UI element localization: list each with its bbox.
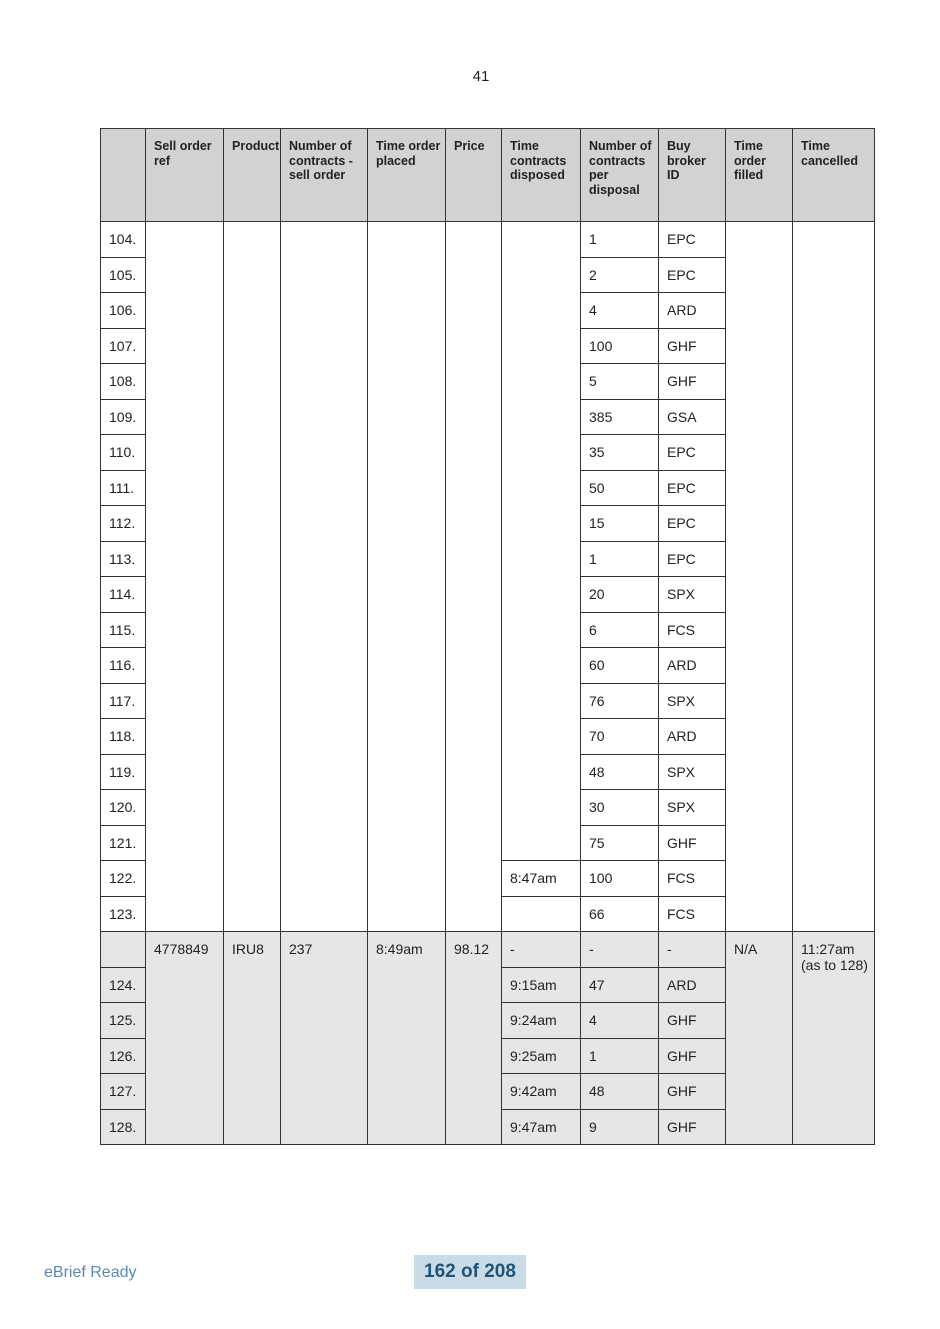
contracts-per-disposal-cell: 1 <box>581 222 659 258</box>
contracts-per-disposal-cell: 100 <box>581 328 659 364</box>
contracts-per-disposal-cell: 9 <box>581 1109 659 1145</box>
table-row <box>101 932 875 968</box>
contracts-per-disposal-cell: 48 <box>581 754 659 790</box>
price-cell <box>446 222 502 932</box>
row-number-cell: 126. <box>101 1038 146 1074</box>
contracts-per-disposal-cell: 1 <box>581 1038 659 1074</box>
row-number-cell: 115. <box>101 612 146 648</box>
contracts-per-disposal-cell: 20 <box>581 577 659 613</box>
time-disposed-cell: 9:25am <box>502 1038 581 1074</box>
time-cancelled-cell <box>793 222 875 932</box>
buy-broker-cell: ARD <box>659 648 726 684</box>
row-number-cell: 117. <box>101 683 146 719</box>
footer-brand: eBrief Ready <box>44 1264 137 1281</box>
row-number-cell: 104. <box>101 222 146 258</box>
time-disposed-cell: 9:47am <box>502 1109 581 1145</box>
contracts-sell-order-cell <box>281 222 368 932</box>
buy-broker-cell: GHF <box>659 1074 726 1110</box>
buy-broker-cell: GHF <box>659 364 726 400</box>
buy-broker-cell: GHF <box>659 1109 726 1145</box>
row-number-cell: 118. <box>101 719 146 755</box>
time-disposed-cell <box>502 896 581 932</box>
product-cell <box>224 222 281 932</box>
row-number-cell: 124. <box>101 967 146 1003</box>
price-cell: 98.12 <box>446 932 502 1145</box>
contracts-per-disposal-cell: 76 <box>581 683 659 719</box>
buy-broker-cell: EPC <box>659 435 726 471</box>
row-number-cell: 106. <box>101 293 146 329</box>
buy-broker-cell: FCS <box>659 861 726 897</box>
header-time-order-placed: Time order placed <box>368 129 446 222</box>
buy-broker-cell: SPX <box>659 683 726 719</box>
header-product: Product <box>224 129 281 222</box>
contracts-per-disposal-cell: 70 <box>581 719 659 755</box>
row-number-cell: 122. <box>101 861 146 897</box>
product-cell: IRU8 <box>224 932 281 1145</box>
row-number-cell: 113. <box>101 541 146 577</box>
contracts-per-disposal-cell: 75 <box>581 825 659 861</box>
contracts-per-disposal-cell: 4 <box>581 1003 659 1039</box>
contracts-per-disposal-cell: 60 <box>581 648 659 684</box>
header-buy-broker-id: Buy broker ID <box>659 129 726 222</box>
buy-broker-cell: ARD <box>659 293 726 329</box>
row-number-cell: 105. <box>101 257 146 293</box>
buy-broker-cell: GHF <box>659 1038 726 1074</box>
contracts-per-disposal-cell: 48 <box>581 1074 659 1110</box>
time-disposed-cell: 9:15am <box>502 967 581 1003</box>
time-cancelled-cell: 11:27am (as to 128) <box>793 932 875 1145</box>
buy-broker-cell: ARD <box>659 967 726 1003</box>
row-number-cell: 127. <box>101 1074 146 1110</box>
table-row <box>101 222 875 258</box>
sell-order-ref-cell: 4778849 <box>146 932 224 1145</box>
buy-broker-cell: - <box>659 932 726 968</box>
row-number-cell: 125. <box>101 1003 146 1039</box>
time-disposed-cell: 9:42am <box>502 1074 581 1110</box>
buy-broker-cell: GSA <box>659 399 726 435</box>
buy-broker-cell: SPX <box>659 754 726 790</box>
row-number-cell: 123. <box>101 896 146 932</box>
buy-broker-cell: FCS <box>659 612 726 648</box>
row-number-cell: 111. <box>101 470 146 506</box>
time-placed-cell <box>368 222 446 932</box>
time-disposed-cell <box>502 222 581 861</box>
contracts-per-disposal-cell: 4 <box>581 293 659 329</box>
row-number-cell: 119. <box>101 754 146 790</box>
group1-body <box>101 222 875 932</box>
header-row <box>101 129 875 222</box>
contracts-per-disposal-cell: 30 <box>581 790 659 826</box>
time-disposed-cell: - <box>502 932 581 968</box>
header-time-order-filled: Time order filled <box>726 129 793 222</box>
header-time-cancelled: Time cancelled <box>793 129 875 222</box>
contracts-per-disposal-cell: 35 <box>581 435 659 471</box>
buy-broker-cell: FCS <box>659 896 726 932</box>
header-sell-order-ref: Sell order ref <box>146 129 224 222</box>
buy-broker-cell: SPX <box>659 577 726 613</box>
row-number-cell: 114. <box>101 577 146 613</box>
row-number-cell: 116. <box>101 648 146 684</box>
buy-broker-cell: GHF <box>659 825 726 861</box>
buy-broker-cell: GHF <box>659 1003 726 1039</box>
buy-broker-cell: EPC <box>659 222 726 258</box>
time-disposed-cell: 9:24am <box>502 1003 581 1039</box>
sell-order-ref-cell <box>146 222 224 932</box>
contracts-per-disposal-cell: 6 <box>581 612 659 648</box>
buy-broker-cell: SPX <box>659 790 726 826</box>
time-disposed-cell: 8:47am <box>502 861 581 897</box>
contracts-per-disposal-cell: 47 <box>581 967 659 1003</box>
contracts-per-disposal-cell: 385 <box>581 399 659 435</box>
header-contracts-per-disposal: Number of contracts per disposal <box>581 129 659 222</box>
page-number: 41 <box>472 68 490 85</box>
contracts-per-disposal-cell: - <box>581 932 659 968</box>
time-filled-cell <box>726 222 793 932</box>
buy-broker-cell: GHF <box>659 328 726 364</box>
contracts-per-disposal-cell: 5 <box>581 364 659 400</box>
time-placed-cell: 8:49am <box>368 932 446 1145</box>
group2-body <box>101 932 875 1145</box>
buy-broker-cell: EPC <box>659 506 726 542</box>
page-counter: 162 of 208 <box>414 1255 526 1289</box>
row-number-cell: 112. <box>101 506 146 542</box>
row-number-cell: 108. <box>101 364 146 400</box>
row-number-cell: 109. <box>101 399 146 435</box>
row-number-cell: 121. <box>101 825 146 861</box>
contracts-per-disposal-cell: 2 <box>581 257 659 293</box>
header-time-contracts-disposed: Time contracts disposed <box>502 129 581 222</box>
buy-broker-cell: EPC <box>659 541 726 577</box>
time-filled-cell: N/A <box>726 932 793 1145</box>
contracts-per-disposal-cell: 15 <box>581 506 659 542</box>
contracts-per-disposal-cell: 50 <box>581 470 659 506</box>
contracts-per-disposal-cell: 1 <box>581 541 659 577</box>
header-row-number <box>101 129 146 222</box>
header-number-of-contracts-sell-order: Number of contracts - sell order <box>281 129 368 222</box>
row-number-cell <box>101 932 146 968</box>
row-number-cell: 107. <box>101 328 146 364</box>
buy-broker-cell: EPC <box>659 257 726 293</box>
contracts-per-disposal-cell: 66 <box>581 896 659 932</box>
contracts-sell-order-cell: 237 <box>281 932 368 1145</box>
row-number-cell: 120. <box>101 790 146 826</box>
buy-broker-cell: ARD <box>659 719 726 755</box>
header-price: Price <box>446 129 502 222</box>
contracts-per-disposal-cell: 100 <box>581 861 659 897</box>
row-number-cell: 110. <box>101 435 146 471</box>
trades-table <box>100 128 875 1145</box>
buy-broker-cell: EPC <box>659 470 726 506</box>
row-number-cell: 128. <box>101 1109 146 1145</box>
